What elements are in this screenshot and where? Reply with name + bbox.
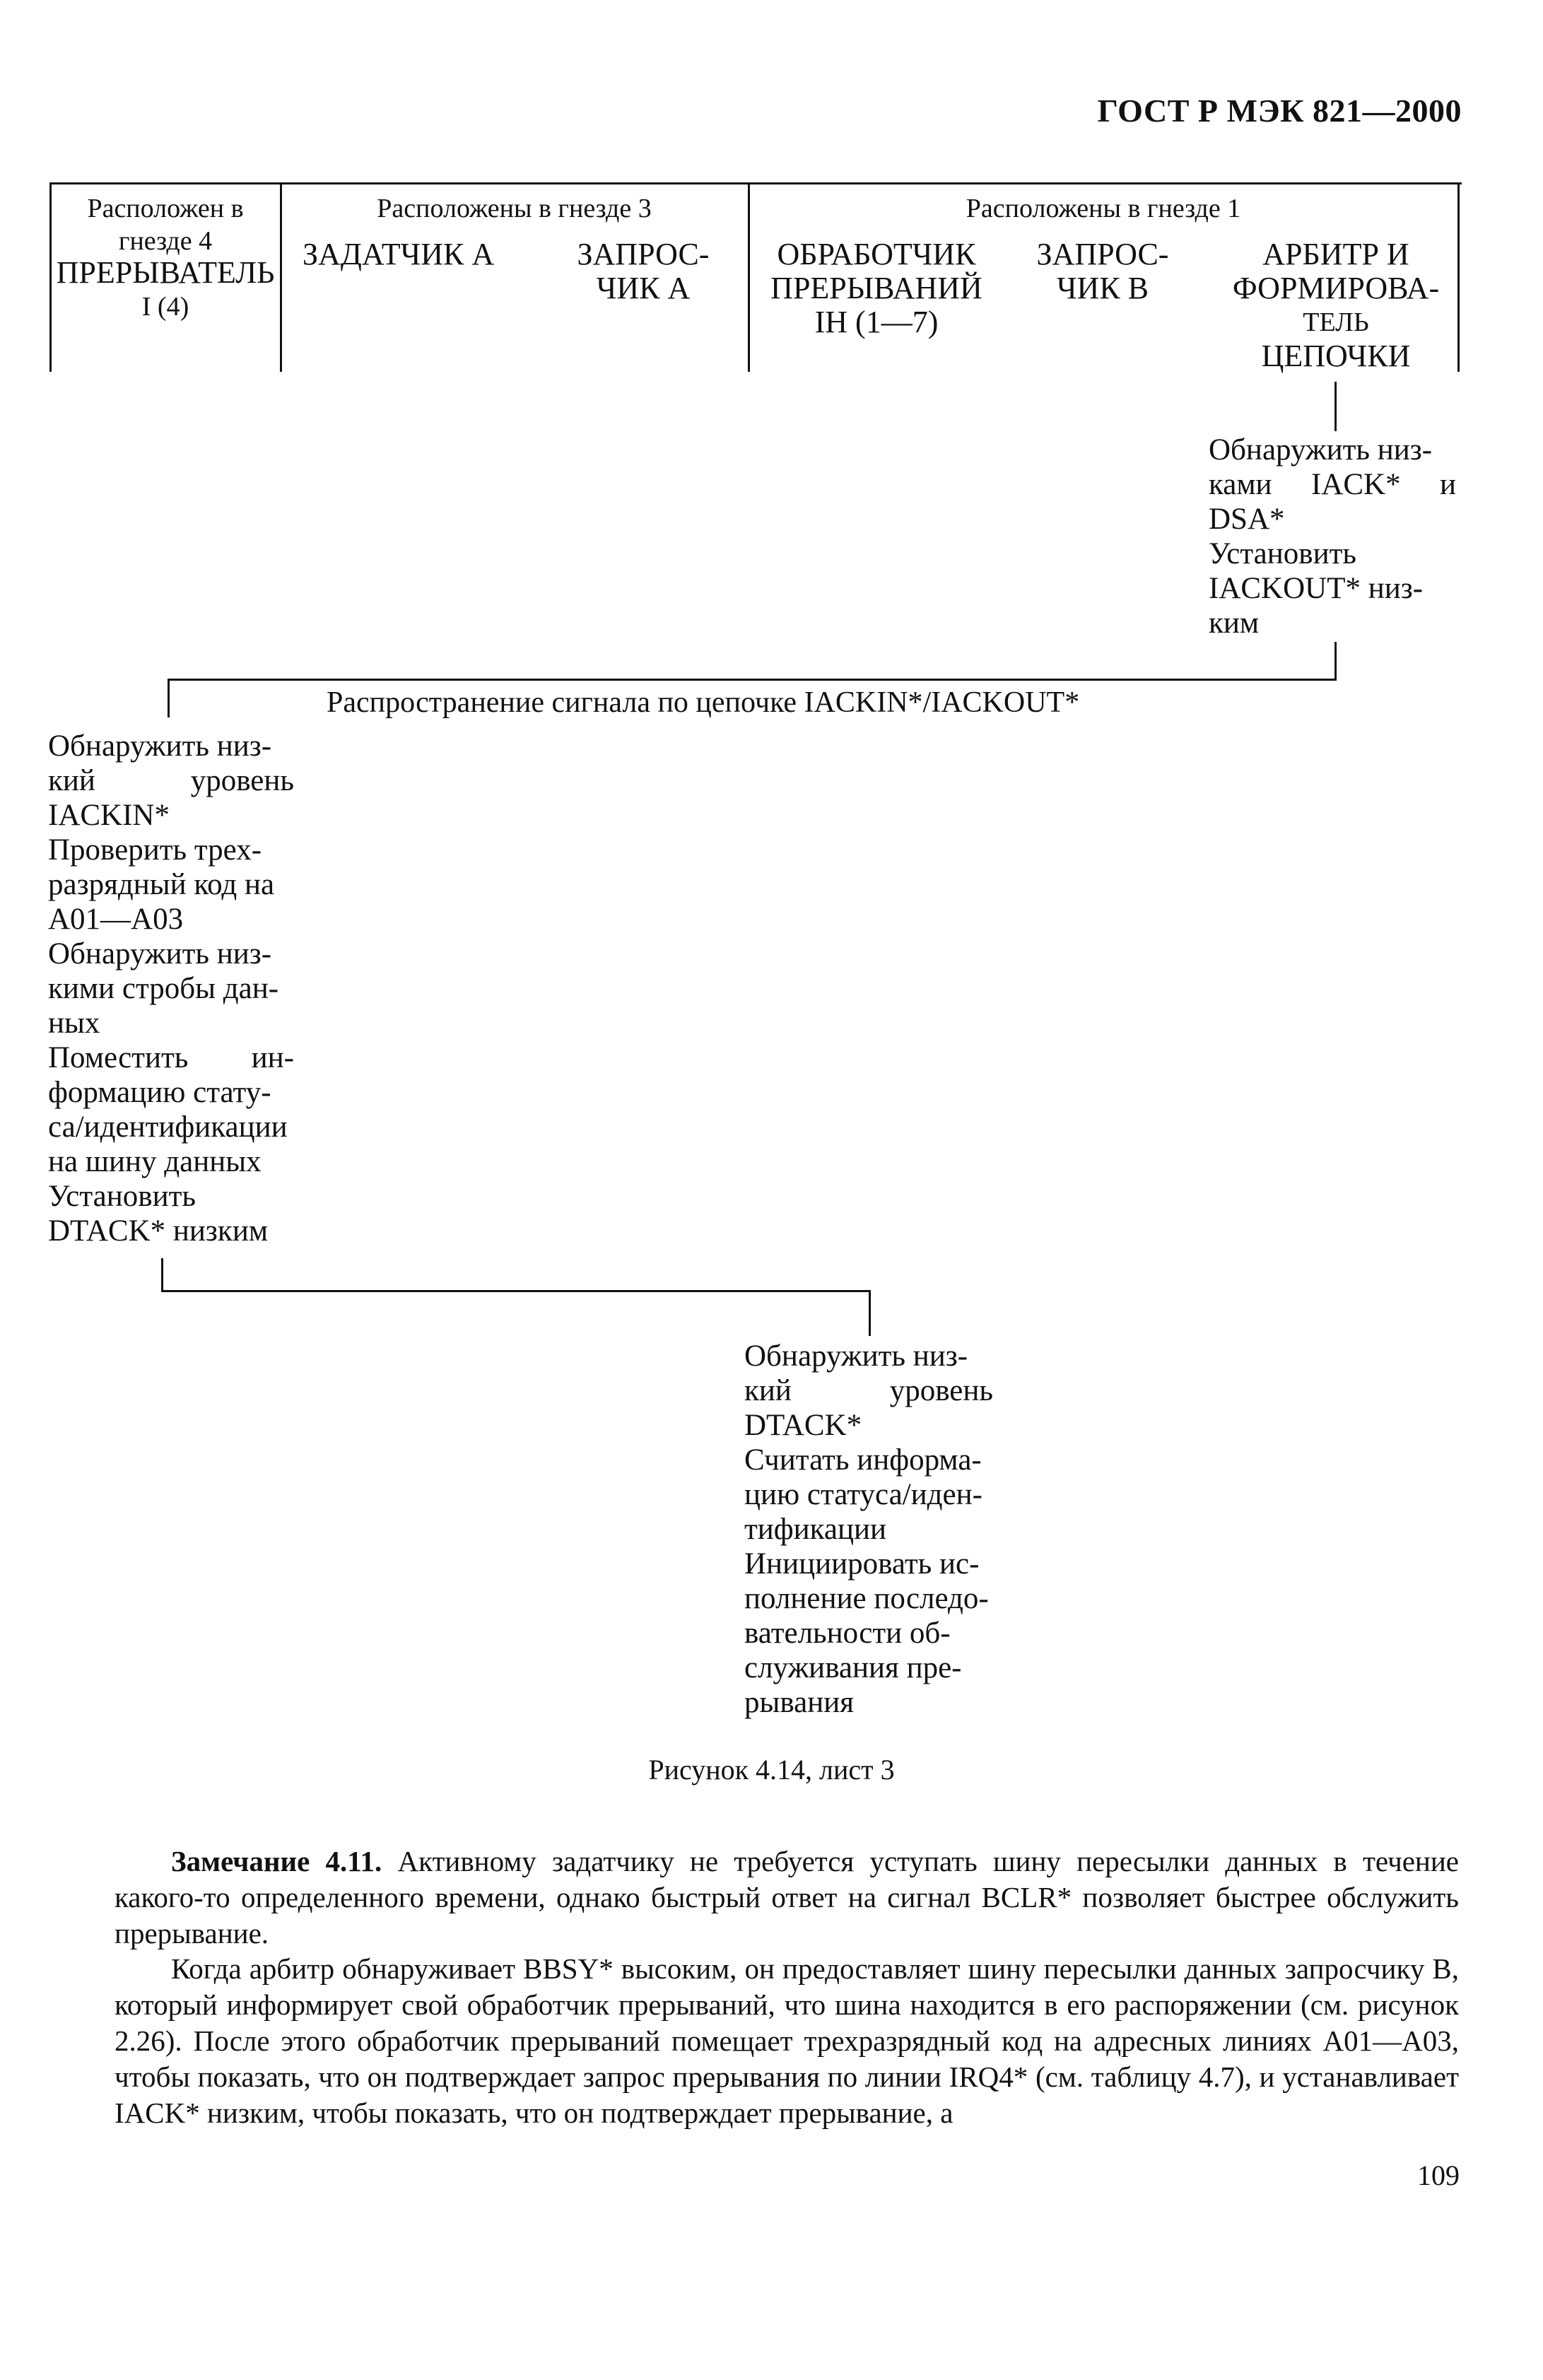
flow-connector: [1334, 382, 1337, 431]
module-line: I (4): [141, 292, 189, 322]
step-line: кий уровень: [744, 1374, 993, 1407]
arbiter-label: [1216, 238, 1456, 373]
step-line: Поместить ин-: [48, 1041, 294, 1074]
interrupter-module-label: [53, 256, 278, 324]
step-line: са/идентификации: [48, 1110, 288, 1144]
step-line: IACKIN*: [48, 799, 170, 832]
requester-b-label: [1018, 238, 1187, 305]
module-line: ТЕЛЬ: [1303, 307, 1369, 337]
flow-connector: [161, 1258, 163, 1292]
interrupt-handler-label: [760, 238, 993, 339]
flow-connector: [161, 1290, 871, 1292]
step-line: кими стробы дан-: [48, 972, 279, 1005]
step-line: вательности об-: [744, 1617, 951, 1650]
step-line: Проверить трех-: [48, 833, 262, 867]
step-line: рывания: [744, 1686, 855, 1719]
table-top-border: [49, 182, 1462, 184]
master-a-label: ЗАДАТЧИК А: [303, 237, 495, 271]
document-id: ГОСТ Р МЭК 821—2000: [1097, 93, 1462, 129]
module-line: ОБРАБОТЧИК: [777, 237, 976, 271]
step-line: разрядный код на: [48, 868, 275, 901]
step-line: кий уровень: [48, 764, 294, 797]
propagation-label: Распространение сигнала по цепочке IACKIN*/IACKOUT*: [327, 686, 1080, 719]
flow-connector: [1334, 642, 1337, 681]
step-line: на шину данных: [48, 1145, 262, 1178]
figure-caption: Рисунок 4.14, лист 3: [648, 1754, 895, 1786]
step-line: IACKOUT* низ-: [1209, 572, 1424, 605]
step-line: цию статуса/иден-: [744, 1478, 982, 1511]
column-divider: [280, 182, 282, 372]
step-line: DSA*: [1209, 503, 1285, 536]
step-line: Обнаружить низ-: [48, 729, 272, 763]
flow-connector: [168, 679, 1337, 681]
module-line: ФОРМИРОВА-: [1232, 271, 1440, 305]
step-line: A01—A03: [48, 903, 184, 936]
table-right-border: [1457, 182, 1460, 372]
step-line: Считать информа-: [744, 1443, 982, 1477]
step-line: формацию стату-: [48, 1076, 271, 1109]
note-label: Замечание 4.11.: [171, 1845, 382, 1877]
requester-a-label: [558, 238, 728, 305]
interrupter-step: [48, 729, 294, 1248]
page-number: 109: [1417, 2159, 1460, 2191]
slot4-title-line: Расположен в: [87, 194, 244, 223]
note-paragraph: [115, 1843, 1459, 1952]
step-line: ками IACK* и: [1209, 468, 1456, 501]
module-line: ЦЕПОЧКИ: [1261, 339, 1411, 373]
module-line: IH (1—7): [814, 305, 939, 339]
step-line: тификации: [744, 1513, 887, 1546]
column-divider: [748, 182, 750, 372]
table-left-border: [49, 182, 52, 372]
step-line: Установить: [48, 1180, 196, 1213]
flow-connector: [869, 1290, 871, 1336]
step-line: Обнаружить низ-: [48, 937, 272, 971]
step-line: Обнаружить низ-: [744, 1340, 968, 1373]
handler-step: [744, 1339, 993, 1720]
module-line: ЧИК А: [596, 271, 691, 305]
step-line: DTACK* низким: [48, 1214, 269, 1248]
step-line: DTACK*: [744, 1409, 862, 1442]
slot4-title: [53, 192, 278, 257]
slot3-title: Расположены в гнезде 3: [377, 194, 652, 223]
flow-connector: [168, 679, 170, 717]
module-line: АРБИТР И: [1262, 237, 1409, 271]
module-line: ЗАПРОС-: [577, 237, 710, 271]
step-line: Инициировать ис-: [744, 1547, 980, 1581]
step-line: ных: [48, 1007, 100, 1040]
slot1-title: Расположены в гнезде 1: [966, 194, 1241, 223]
body-paragraph: [115, 1951, 1459, 2131]
body-text: Когда арбитр обнаруживает BBSY* высоким, он предоставляет шину пересылки данных запросчику В, который информирует свой обработчик прерываний, что шина находится в его распоряжении (см. рисунок 2.26). После этого обработчик прерываний помещает трехразрядный код на адресных линиях A01—A03, чтобы показать, что он подтверждает запрос прерывания по линии IRQ4* (см. таблицу 4.7), и устанавливает IACK* низким, чтобы показать, что он подтверждает прерывание, а: [115, 1952, 1459, 2129]
module-line: ПРЕРЫВАНИЙ: [770, 271, 982, 305]
step-line: Установить: [1209, 537, 1356, 570]
note-text: Активному задатчику не требуется уступать шину пересылки данных в течение какого-то определенного времени, однако быстрый ответ на сигнал BCLR* позволяет быстрее обслужить прерывание.: [115, 1845, 1459, 1950]
module-line: ЧИК В: [1056, 271, 1149, 305]
step-line: служивания пре-: [744, 1651, 962, 1684]
arbiter-step: [1209, 433, 1456, 640]
module-line: ЗАПРОС-: [1036, 237, 1169, 271]
step-line: ким: [1209, 606, 1260, 640]
slot4-title-line: гнезде 4: [118, 226, 213, 256]
module-line: ПРЕРЫВАТЕЛЬ: [56, 255, 275, 290]
step-line: полнение последо-: [744, 1582, 989, 1615]
step-line: Обнаружить низ-: [1209, 433, 1433, 467]
